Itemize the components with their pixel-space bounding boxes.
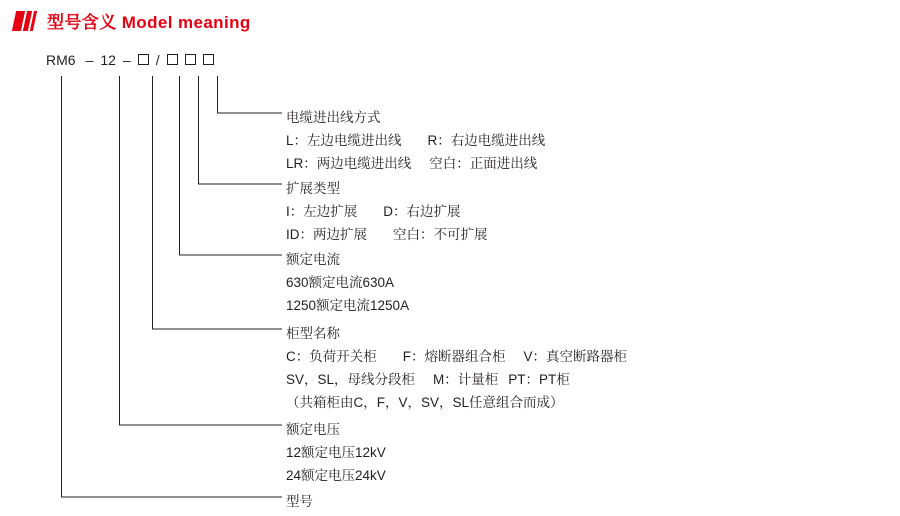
model-series: RM6 <box>46 52 76 68</box>
desc-expand-title: 扩展类型 <box>286 181 340 196</box>
desc-voltage-line-2: 24额定电压24kV <box>286 468 386 483</box>
model-box-cabinet <box>138 54 149 65</box>
desc-current-line-2: 1250额定电流1250A <box>286 298 410 313</box>
desc-rated-voltage <box>286 418 386 487</box>
model-box-current <box>167 54 178 65</box>
desc-cabinet-line-1: C：负荷开关柜 F：熔断器组合柜 V：真空断路器柜 <box>286 349 628 364</box>
red-slash-logo-icon <box>14 11 38 31</box>
desc-current-title: 额定电流 <box>286 252 340 267</box>
desc-cabinet-title: 柜型名称 <box>286 326 340 341</box>
model-box-cable <box>203 54 214 65</box>
model-code-row <box>46 52 214 68</box>
desc-voltage-title: 额定电压 <box>286 422 340 437</box>
model-voltage: 12 <box>100 52 116 68</box>
desc-current-line-1: 630额定电流630A <box>286 275 395 290</box>
desc-voltage-line-1: 12额定电压12kV <box>286 445 386 460</box>
model-dash-1: – <box>85 52 94 68</box>
desc-cable-entry <box>286 106 545 175</box>
desc-model-title: 型号 <box>286 494 313 509</box>
page-title: 型号含义 Model meaning <box>47 13 251 32</box>
desc-cable-line-1: L：左边电缆进出线 R：右边电缆进出线 <box>286 133 546 148</box>
desc-rated-current <box>286 248 409 317</box>
desc-expand-line-2: ID：两边扩展 空白：不可扩展 <box>286 227 488 242</box>
model-box-expand <box>185 54 196 65</box>
model-dash-2: – <box>122 52 131 68</box>
desc-model <box>286 490 313 513</box>
desc-cable-title: 电缆进出线方式 <box>286 110 381 125</box>
desc-expand-line-1: I：左边扩展 D：右边扩展 <box>286 204 461 219</box>
desc-expansion-type <box>286 177 488 246</box>
desc-cabinet-type <box>286 322 627 414</box>
page-header <box>14 8 251 33</box>
desc-cable-line-2: LR：两边电缆进出线 空白：正面进出线 <box>286 156 538 171</box>
desc-cabinet-line-2: SV，SL，母线分段柜 M：计量柜 PT：PT柜 <box>286 372 570 387</box>
model-slash: / <box>155 52 160 68</box>
desc-cabinet-line-3: （共箱柜由C，F，V，SV，SL任意组合而成） <box>286 395 564 410</box>
